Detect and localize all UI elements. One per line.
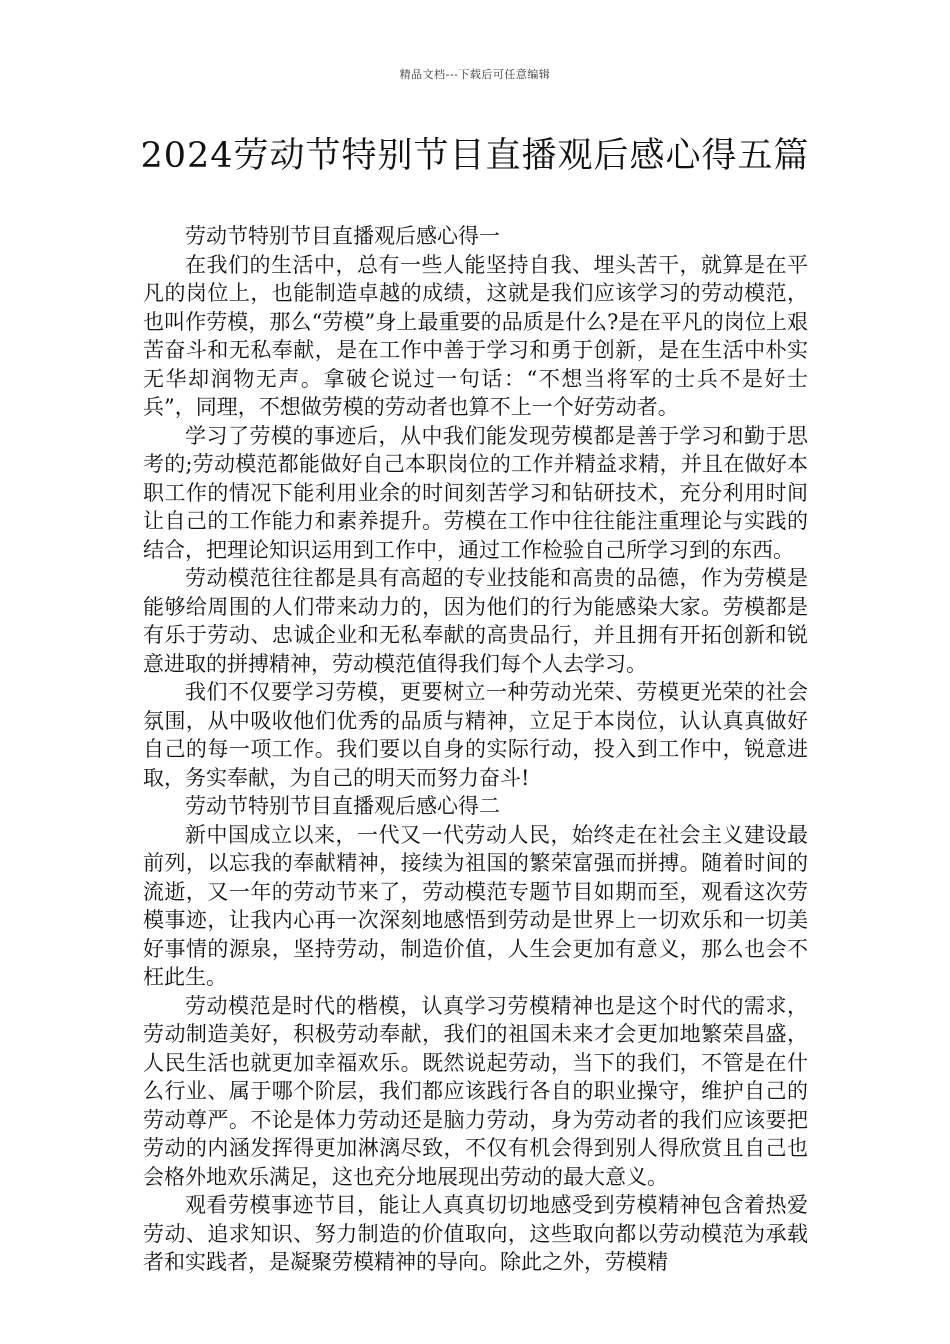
body-paragraph: 劳动模范往往都是具有高超的专业技能和高贵的品德，作为劳模是能够给周围的人们带来动力的，因为他们的行为能感染大家。劳模都是有乐于劳动、忠诚企业和无私奉献的高贵品行，并且拥有开拓创新和锐意进取的拼搏精神，劳动模范值得我们每个人去学习。 bbox=[143, 566, 808, 676]
section-heading: 劳动节特别节目直播观后感心得一 bbox=[185, 224, 500, 248]
body-paragraph: 劳动模范是时代的楷模，认真学习劳模精神也是这个时代的需求，劳动制造美好，积极劳动奉献，我们的祖国未来才会更加地繁荣昌盛，人民生活也就更加幸福欢乐。既然说起劳动，当下的我们，不管是在什么行业、属于哪个阶层，我们都应该践行各自的职业操守，维护自己的劳动尊严。不论是体力劳动还是脑力劳动，身为劳动者的我们应该要把劳动的内涵发挥得更加淋漓尽致，不仅有机会得到别人得欣赏且自己也会格外地欢乐满足，这也充分地展现出劳动的最大意义。 bbox=[143, 993, 808, 1189]
document-body bbox=[143, 222, 808, 1277]
body-paragraph: 新中国成立以来，一代又一代劳动人民，始终走在社会主义建设最前列，以忘我的奉献精神，接续为祖国的繁荣富强而拼搏。随着时间的流逝，又一年的劳动节来了，劳动模范专题节目如期而至，观看这次劳模事迹，让我内心再一次深刻地感悟到劳动是世界上一切欢乐和一切美好事情的源泉，坚持劳动，制造价值，人生会更加有意义，那么也会不枉此生。 bbox=[143, 822, 808, 989]
body-paragraph: 学习了劳模的事迹后，从中我们能发现劳模都是善于学习和勤于思考的;劳动模范都能做好自己本职岗位的工作并精益求精，并且在做好本职工作的情况下能利用业余的时间刻苦学习和钻研技术，充分利用时间让自己的工作能力和素养提升。劳模在工作中往往能注重理论与实践的结合，把理论知识运用到工作中，通过工作检验自己所学习到的东西。 bbox=[143, 423, 808, 562]
body-paragraph: 在我们的生活中，总有一些人能坚持自我、埋头苦干，就算是在平凡的岗位上，也能制造卓越的成绩，这就是我们应该学习的劳动模范，也叫作劳模，那么“劳模”身上最重要的品质是什么?是在平凡的岗位上艰苦奋斗和无私奉献，是在工作中善于学习和勇于创新，是在生活中朴实无华却润物无声。拿破仑说过一句话：“不想当将军的士兵不是好士兵”，同理，不想做劳模的劳动者也算不上一个好劳动者。 bbox=[143, 252, 808, 419]
document-title: 2024劳动节特别节目直播观后感心得五篇 bbox=[140, 136, 810, 176]
section-heading: 劳动节特别节目直播观后感心得二 bbox=[185, 794, 500, 818]
header-note: 精品文档---下载后可任意编辑 bbox=[399, 68, 551, 81]
body-paragraph: 我们不仅要学习劳模，更要树立一种劳动光荣、劳模更光荣的社会氛围，从中吸收他们优秀的品质与精神，立足于本岗位，认认真真做好自己的每一项工作。我们要以自身的实际行动，投入到工作中，锐意进取，务实奉献，为自己的明天而努力奋斗! bbox=[143, 680, 808, 790]
body-paragraph: 观看劳模事迹节目，能让人真真切切地感受到劳模精神包含着热爱劳动、追求知识、努力制造的价值取向，这些取向都以劳动模范为承载者和实践者，是凝聚劳模精神的导向。除此之外，劳模精 bbox=[143, 1193, 808, 1274]
